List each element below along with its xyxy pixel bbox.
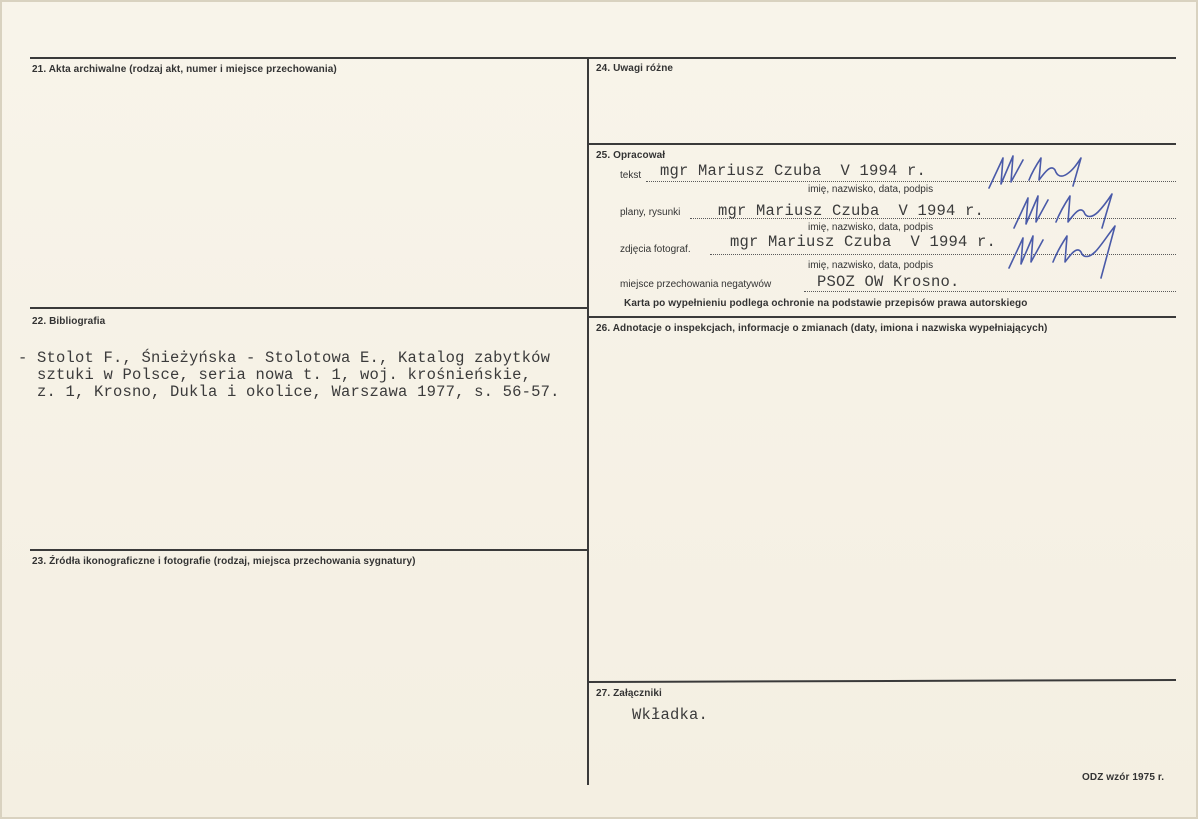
plany-value: mgr Mariusz Czuba V 1994 r. [718, 202, 985, 220]
plany-label: plany, rysunki [620, 207, 681, 218]
tekst-value: mgr Mariusz Czuba V 1994 r. [660, 162, 927, 180]
rule-21-22 [30, 307, 588, 309]
bibliography-line-3: z. 1, Krosno, Dukla i okolice, Warszawa 1977, s. 56-57. [18, 383, 560, 401]
section-22-label: 22. Bibliografia [32, 316, 106, 327]
tekst-label: tekst [620, 170, 642, 181]
bibliography-line-1: - Stolot F., Śnieżyńska - Stolotowa E., Katalog zabytków [18, 349, 551, 367]
zdjecia-caption: imię, nazwisko, data, podpis [808, 260, 934, 271]
center-divider [587, 57, 589, 785]
rule-24-25 [588, 143, 1176, 145]
signature-tekst [985, 150, 1100, 192]
rule-22-23 [30, 549, 588, 551]
section-26-label: 26. Adnotacje o inspekcjach, informacje o zmianach (daty, imiona i nazwiska wypełniających) [596, 323, 1048, 334]
attachments-value: Wkładka. [632, 706, 709, 724]
signature-zdjecia [1005, 222, 1125, 282]
zdjecia-label: zdjęcia fotograf. [620, 244, 691, 255]
negatywy-value: PSOZ OW Krosno. [817, 273, 960, 291]
rule-25-26 [588, 316, 1176, 318]
rule-26-27 [588, 679, 1176, 683]
copyright-note: Karta po wypełnieniu podlega ochronie na podstawie przepisów prawa autorskiego [624, 298, 1028, 309]
plany-caption: imię, nazwisko, data, podpis [808, 222, 934, 233]
zdjecia-value: mgr Mariusz Czuba V 1994 r. [730, 233, 997, 251]
negatywy-dotted-line [804, 291, 1176, 292]
top-rule [30, 57, 1176, 59]
section-23-label: 23. Źródła ikonograficzne i fotografie (rodzaj, miejsca przechowania sygnatury) [32, 556, 416, 567]
section-25-label: 25. Opracował [596, 150, 666, 161]
tekst-caption: imię, nazwisko, data, podpis [808, 184, 934, 195]
bibliography-line-2: sztuki w Polsce, seria nowa t. 1, woj. krośnieńskie, [18, 366, 532, 384]
section-27-label: 27. Załączniki [596, 688, 662, 699]
form-identifier: ODZ wzór 1975 r. [1082, 772, 1165, 783]
section-24-label: 24. Uwagi różne [596, 63, 674, 74]
section-21-label: 21. Akta archiwalne (rodzaj akt, numer i miejsce przechowania) [32, 64, 337, 75]
negatywy-label: miejsce przechowania negatywów [620, 279, 772, 290]
